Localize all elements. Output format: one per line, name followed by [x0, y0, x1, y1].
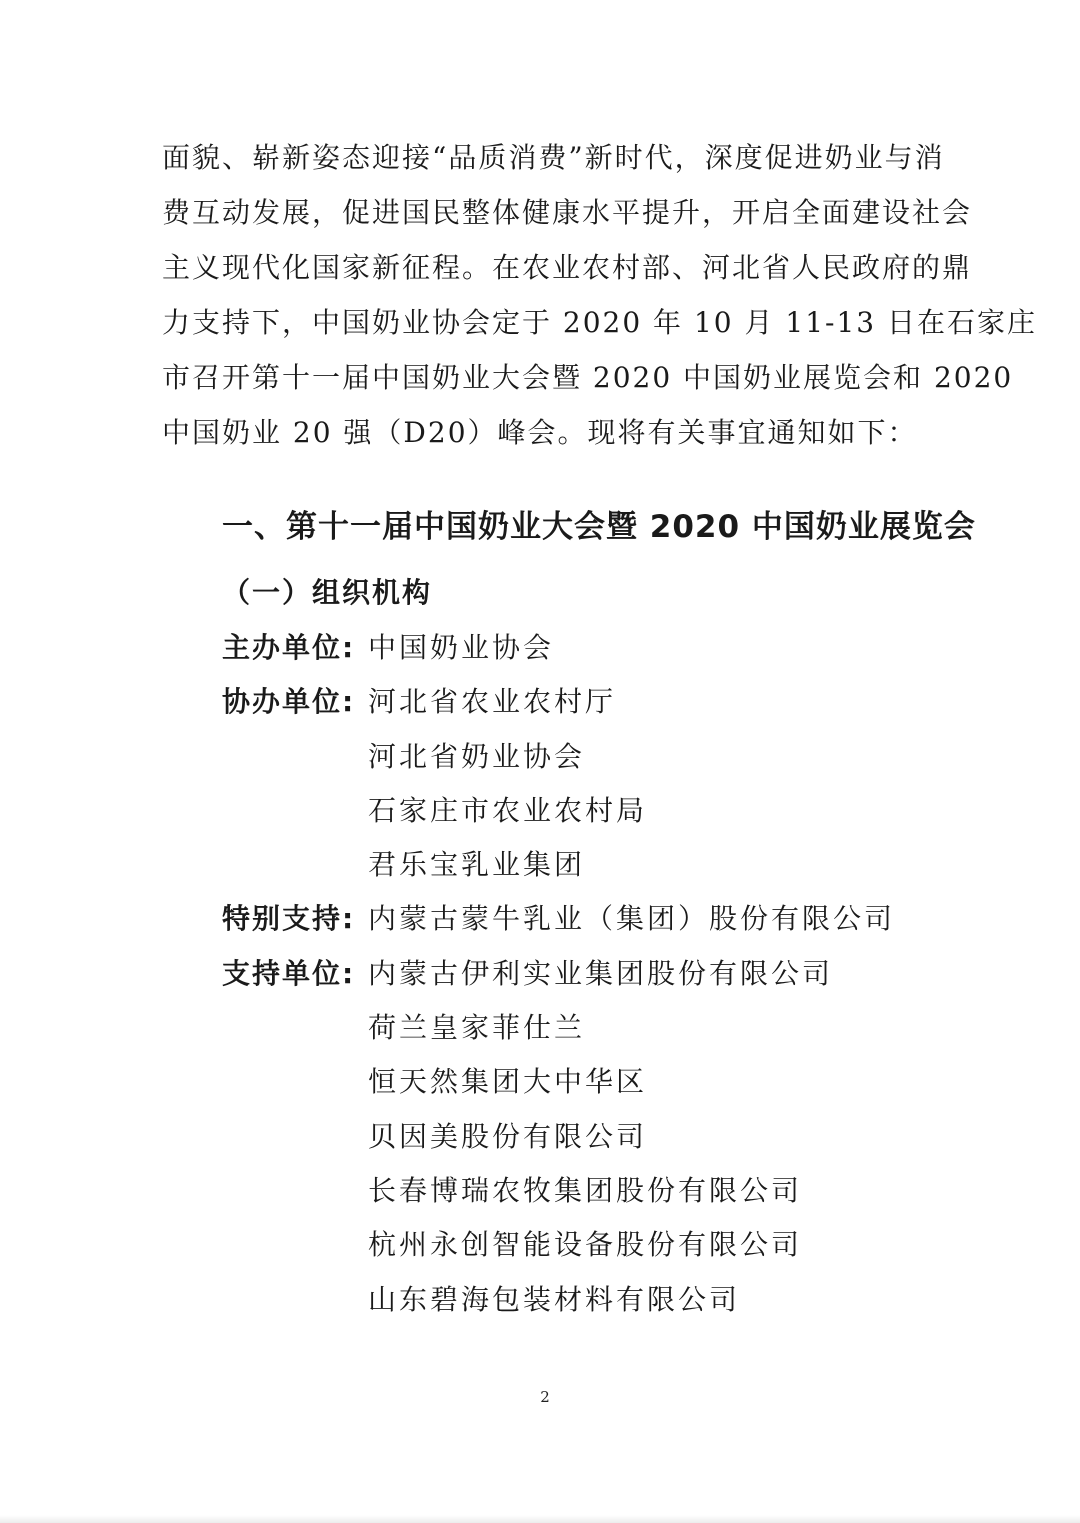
intro-line: 市召开第十一届中国奶业大会暨 2020 中国奶业展览会和 2020	[162, 361, 1014, 394]
intro-line: 主义现代化国家新征程。在农业农村部、河北省人民政府的鼎	[162, 251, 973, 284]
intro-paragraph	[162, 130, 1038, 460]
org-entry: 君乐宝乳业集团	[368, 848, 586, 882]
org-entry: 贝因美股份有限公司	[368, 1119, 648, 1153]
org-entry: 恒天然集团大中华区	[368, 1065, 648, 1099]
org-group-special-support	[222, 892, 1002, 946]
org-entry: 内蒙古蒙牛乳业（集团）股份有限公司	[368, 902, 896, 936]
intro-line: 费互动发展，促进国民整体健康水平提升，开启全面建设社会	[162, 196, 973, 229]
org-group-co-organizers	[222, 675, 1002, 892]
org-entries-co-organizers	[368, 675, 1002, 892]
org-group-supporters	[222, 947, 1002, 1327]
intro-line: 面貌、崭新姿态迎接“品质消费”新时代，深度促进奶业与消	[162, 141, 945, 174]
org-entry: 内蒙古伊利实业集团股份有限公司	[368, 956, 834, 990]
org-entry: 石家庄市农业农村局	[368, 793, 648, 827]
org-entry: 河北省奶业协会	[368, 739, 586, 773]
org-label-special-support: 特别支持:	[222, 902, 356, 936]
org-label-co-organizers: 协办单位:	[222, 685, 356, 719]
org-entry: 杭州永创智能设备股份有限公司	[368, 1228, 803, 1262]
org-label-supporters: 支持单位:	[222, 956, 356, 990]
section-heading: 一、第十一届中国奶业大会暨 2020 中国奶业展览会	[222, 509, 976, 545]
org-entries-supporters	[368, 947, 1002, 1327]
page-number: 2	[540, 1388, 550, 1406]
org-entry: 山东碧海包装材料有限公司	[368, 1282, 741, 1316]
sub-heading: （一）组织机构	[222, 576, 433, 609]
scan-edge-divider	[0, 1515, 1080, 1523]
intro-line: 力支持下，中国奶业协会定于 2020 年 10 月 11-13 日在石家庄	[162, 306, 1038, 339]
org-entry: 中国奶业协会	[368, 631, 555, 664]
organization-list	[222, 621, 1002, 1327]
org-entry: 河北省农业农村厅	[368, 685, 617, 719]
org-entries-special-support	[368, 892, 1002, 946]
org-entries-host	[368, 621, 1002, 675]
org-group-host	[222, 621, 1002, 675]
org-entry: 荷兰皇家菲仕兰	[368, 1011, 586, 1045]
intro-line: 中国奶业 20 强（D20）峰会。现将有关事宜通知如下：	[162, 416, 918, 449]
org-entry: 长春博瑞农牧集团股份有限公司	[368, 1173, 803, 1207]
org-label-host: 主办单位:	[222, 631, 356, 664]
